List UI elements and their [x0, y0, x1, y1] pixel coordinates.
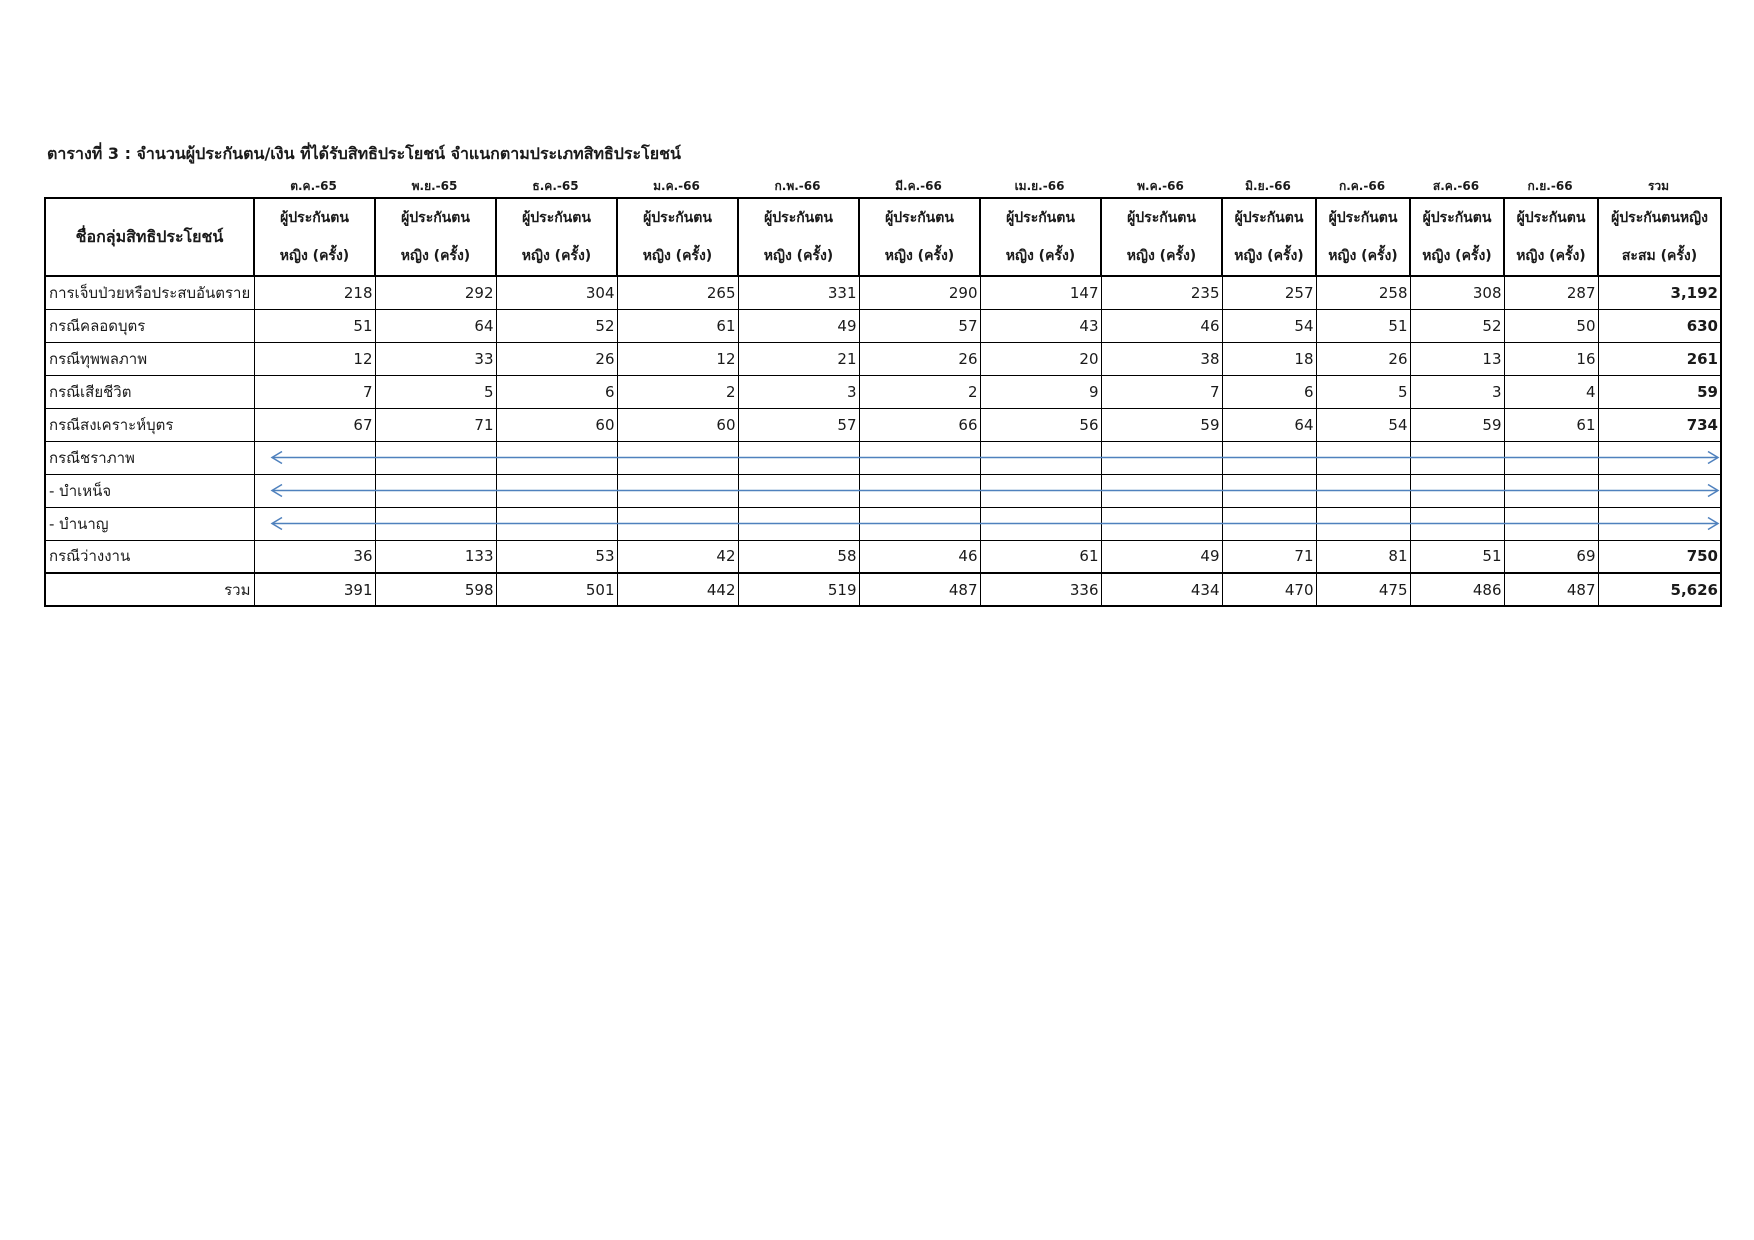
value-cell: 66	[859, 408, 980, 441]
empty-cell	[980, 474, 1101, 507]
value-cell: 81	[1316, 540, 1410, 573]
value-cell: 3	[1410, 375, 1504, 408]
empty-cell	[1316, 507, 1410, 540]
month-label: ส.ค.-66	[1432, 179, 1480, 193]
empty-cell	[1504, 507, 1598, 540]
empty-cell	[859, 441, 980, 474]
value-cell: 71	[1222, 540, 1316, 573]
row-total-cell: 261	[1598, 342, 1721, 375]
row-label: กรณีเสียชีวิต	[45, 375, 254, 408]
value-cell: 18	[1222, 342, 1316, 375]
month-column-header	[1101, 198, 1222, 276]
value-cell: 67	[254, 408, 375, 441]
value-cell: 2	[617, 375, 738, 408]
empty-cell	[375, 441, 496, 474]
month-label: ก.พ.-66	[774, 179, 821, 193]
value-cell: 57	[738, 408, 859, 441]
header-line-1: ผู้ประกันตน	[1422, 210, 1492, 226]
value-cell: 13	[1410, 342, 1504, 375]
header-line-2: หญิง (ครั้ง)	[1328, 248, 1398, 264]
value-cell: 54	[1222, 309, 1316, 342]
value-cell: 235	[1101, 276, 1222, 309]
value-cell: 59	[1410, 408, 1504, 441]
empty-cell	[980, 507, 1101, 540]
sum-value-cell: 442	[617, 573, 738, 606]
header-line-2: หญิง (ครั้ง)	[400, 248, 471, 264]
value-cell: 52	[1410, 309, 1504, 342]
value-cell: 26	[496, 342, 617, 375]
value-cell: 51	[254, 309, 375, 342]
value-cell: 60	[617, 408, 738, 441]
value-cell: 33	[375, 342, 496, 375]
header-line-1: ผู้ประกันตน	[764, 210, 833, 226]
month-column-header	[617, 198, 738, 276]
value-cell: 290	[859, 276, 980, 309]
empty-cell	[1101, 441, 1222, 474]
month-label: ต.ค.-65	[290, 179, 337, 193]
row-label: - บำนาญ	[45, 507, 254, 540]
header-line-1: ผู้ประกันตน	[643, 210, 712, 226]
row-total-cell: 3,192	[1598, 276, 1721, 309]
value-cell: 38	[1101, 342, 1222, 375]
value-cell: 258	[1316, 276, 1410, 309]
sum-value-cell: 486	[1410, 573, 1504, 606]
empty-cell	[1316, 474, 1410, 507]
month-header-row	[0, 174, 1754, 196]
header-line-1: ผู้ประกันตนหญิง	[1611, 210, 1708, 226]
row-total-cell: 750	[1598, 540, 1721, 573]
sum-value-cell: 487	[1504, 573, 1598, 606]
sum-value-cell: 475	[1316, 573, 1410, 606]
value-cell: 46	[1101, 309, 1222, 342]
value-cell: 42	[617, 540, 738, 573]
header-line-1: ผู้ประกันตน	[522, 210, 591, 226]
value-cell: 58	[738, 540, 859, 573]
table-row	[45, 441, 1721, 474]
header-line-1: ผู้ประกันตน	[885, 210, 954, 226]
value-cell: 9	[980, 375, 1101, 408]
empty-cell	[617, 474, 738, 507]
value-cell: 50	[1504, 309, 1598, 342]
empty-cell	[1504, 474, 1598, 507]
row-total-cell: 734	[1598, 408, 1721, 441]
value-cell: 7	[1101, 375, 1222, 408]
row-label: กรณีสงเคราะห์บุตร	[45, 408, 254, 441]
month-label: รวม	[1647, 179, 1670, 193]
value-cell: 265	[617, 276, 738, 309]
value-cell: 53	[496, 540, 617, 573]
header-line-1: ผู้ประกันตน	[1006, 210, 1075, 226]
month-column-header	[254, 198, 375, 276]
empty-cell	[1410, 441, 1504, 474]
value-cell: 304	[496, 276, 617, 309]
empty-cell	[1222, 474, 1316, 507]
month-label: มิ.ย.-66	[1245, 179, 1291, 193]
table-row	[45, 474, 1721, 507]
header-line-1: ผู้ประกันตน	[401, 210, 470, 226]
empty-cell	[375, 474, 496, 507]
value-cell: 5	[1316, 375, 1410, 408]
value-cell: 4	[1504, 375, 1598, 408]
empty-cell	[1222, 441, 1316, 474]
header-line-2: หญิง (ครั้ง)	[1422, 248, 1492, 264]
row-label: กรณีคลอดบุตร	[45, 309, 254, 342]
value-cell: 292	[375, 276, 496, 309]
value-cell: 308	[1410, 276, 1504, 309]
row-total-cell: 630	[1598, 309, 1721, 342]
value-cell: 3	[738, 375, 859, 408]
table-row	[45, 342, 1721, 375]
header-line-2: หญิง (ครั้ง)	[642, 248, 713, 264]
month-column-header	[1222, 198, 1316, 276]
month-column-header	[496, 198, 617, 276]
value-cell: 257	[1222, 276, 1316, 309]
table-row	[45, 408, 1721, 441]
month-label: พ.ย.-65	[411, 179, 458, 193]
empty-cell	[1410, 507, 1504, 540]
row-label: กรณีทุพพลภาพ	[45, 342, 254, 375]
empty-cell	[738, 441, 859, 474]
value-cell: 61	[617, 309, 738, 342]
empty-cell	[496, 474, 617, 507]
table-row	[45, 540, 1721, 573]
month-column-header	[1410, 198, 1504, 276]
empty-cell	[1598, 474, 1721, 507]
row-label: - บำเหน็จ	[45, 474, 254, 507]
header-line-2: หญิง (ครั้ง)	[279, 248, 350, 264]
value-cell: 218	[254, 276, 375, 309]
header-line-2: สะสม (ครั้ง)	[1621, 248, 1698, 264]
value-cell: 26	[859, 342, 980, 375]
empty-cell	[738, 507, 859, 540]
value-cell: 64	[375, 309, 496, 342]
value-cell: 6	[1222, 375, 1316, 408]
month-label: ก.ย.-66	[1527, 179, 1573, 193]
header-line-2: หญิง (ครั้ง)	[763, 248, 834, 264]
sum-row-label: รวม	[45, 573, 254, 606]
value-cell: 46	[859, 540, 980, 573]
empty-cell	[980, 441, 1101, 474]
value-cell: 57	[859, 309, 980, 342]
header-line-2: หญิง (ครั้ง)	[1126, 248, 1197, 264]
value-cell: 5	[375, 375, 496, 408]
header-line-2: หญิง (ครั้ง)	[521, 248, 592, 264]
value-cell: 12	[617, 342, 738, 375]
empty-cell	[1101, 507, 1222, 540]
value-cell: 71	[375, 408, 496, 441]
empty-cell	[254, 474, 375, 507]
value-cell: 69	[1504, 540, 1598, 573]
sum-value-cell: 598	[375, 573, 496, 606]
sum-value-cell: 487	[859, 573, 980, 606]
header-line-2: หญิง (ครั้ง)	[1234, 248, 1304, 264]
header-line-2: หญิง (ครั้ง)	[1005, 248, 1076, 264]
month-column-header	[1316, 198, 1410, 276]
value-cell: 36	[254, 540, 375, 573]
header-line-1: ผู้ประกันตน	[1328, 210, 1398, 226]
table-row	[45, 309, 1721, 342]
sum-value-cell: 470	[1222, 573, 1316, 606]
header-line-2: หญิง (ครั้ง)	[884, 248, 955, 264]
value-cell: 331	[738, 276, 859, 309]
header-line-1: ผู้ประกันตน	[1127, 210, 1196, 226]
empty-cell	[254, 507, 375, 540]
empty-cell	[617, 507, 738, 540]
value-cell: 49	[738, 309, 859, 342]
empty-cell	[496, 507, 617, 540]
header-line-1: ผู้ประกันตน	[1234, 210, 1304, 226]
month-column-header	[375, 198, 496, 276]
value-cell: 12	[254, 342, 375, 375]
value-cell: 51	[1316, 309, 1410, 342]
grand-total-cell: 5,626	[1598, 573, 1721, 606]
value-cell: 61	[1504, 408, 1598, 441]
value-cell: 287	[1504, 276, 1598, 309]
row-total-cell: 59	[1598, 375, 1721, 408]
sum-value-cell: 336	[980, 573, 1101, 606]
table-title: ตารางที่ 3 : จำนวนผู้ประกันตน/เงิน ที่ได้รับสิทธิประโยชน์ จำแนกตามประเภทสิทธิประโยชน์	[47, 144, 681, 163]
value-cell: 7	[254, 375, 375, 408]
value-cell: 59	[1101, 408, 1222, 441]
group-column-header: ชื่อกลุ่มสิทธิประโยชน์	[45, 198, 254, 276]
empty-cell	[254, 441, 375, 474]
row-label: กรณีว่างงาน	[45, 540, 254, 573]
empty-cell	[1316, 441, 1410, 474]
value-cell: 6	[496, 375, 617, 408]
value-cell: 51	[1410, 540, 1504, 573]
empty-cell	[375, 507, 496, 540]
header-line-1: ผู้ประกันตน	[1516, 210, 1586, 226]
month-column-header	[738, 198, 859, 276]
value-cell: 54	[1316, 408, 1410, 441]
table-row	[45, 276, 1721, 309]
header-line-1: ผู้ประกันตน	[280, 210, 349, 226]
header-line-2: หญิง (ครั้ง)	[1516, 248, 1586, 264]
value-cell: 21	[738, 342, 859, 375]
sum-value-cell: 391	[254, 573, 375, 606]
total-column-header	[1598, 198, 1721, 276]
month-label: มี.ค.-66	[895, 179, 942, 193]
value-cell: 49	[1101, 540, 1222, 573]
table-row	[45, 375, 1721, 408]
empty-cell	[859, 507, 980, 540]
empty-cell	[1598, 441, 1721, 474]
empty-cell	[738, 474, 859, 507]
month-label: พ.ค.-66	[1137, 179, 1184, 193]
empty-cell	[1101, 474, 1222, 507]
month-column-header	[980, 198, 1101, 276]
month-label: ธ.ค.-65	[532, 179, 579, 193]
month-column-header	[1504, 198, 1598, 276]
sum-value-cell: 519	[738, 573, 859, 606]
value-cell: 20	[980, 342, 1101, 375]
value-cell: 64	[1222, 408, 1316, 441]
month-label: ม.ค.-66	[653, 179, 700, 193]
month-column-header	[859, 198, 980, 276]
value-cell: 60	[496, 408, 617, 441]
empty-cell	[1598, 507, 1721, 540]
benefits-table	[44, 197, 1722, 607]
empty-cell	[1410, 474, 1504, 507]
empty-cell	[496, 441, 617, 474]
month-label: เม.ย.-66	[1014, 179, 1065, 193]
sum-row	[45, 573, 1721, 606]
sum-value-cell: 501	[496, 573, 617, 606]
value-cell: 56	[980, 408, 1101, 441]
value-cell: 61	[980, 540, 1101, 573]
value-cell: 16	[1504, 342, 1598, 375]
table-row	[45, 507, 1721, 540]
value-cell: 43	[980, 309, 1101, 342]
empty-cell	[859, 474, 980, 507]
row-label: กรณีชราภาพ	[45, 441, 254, 474]
value-cell: 147	[980, 276, 1101, 309]
month-label: ก.ค.-66	[1338, 179, 1386, 193]
row-label: การเจ็บป่วยหรือประสบอันตราย	[45, 276, 254, 309]
value-cell: 26	[1316, 342, 1410, 375]
sum-value-cell: 434	[1101, 573, 1222, 606]
value-cell: 52	[496, 309, 617, 342]
value-cell: 2	[859, 375, 980, 408]
table-header-row	[45, 198, 1721, 276]
empty-cell	[617, 441, 738, 474]
empty-cell	[1222, 507, 1316, 540]
value-cell: 133	[375, 540, 496, 573]
empty-cell	[1504, 441, 1598, 474]
